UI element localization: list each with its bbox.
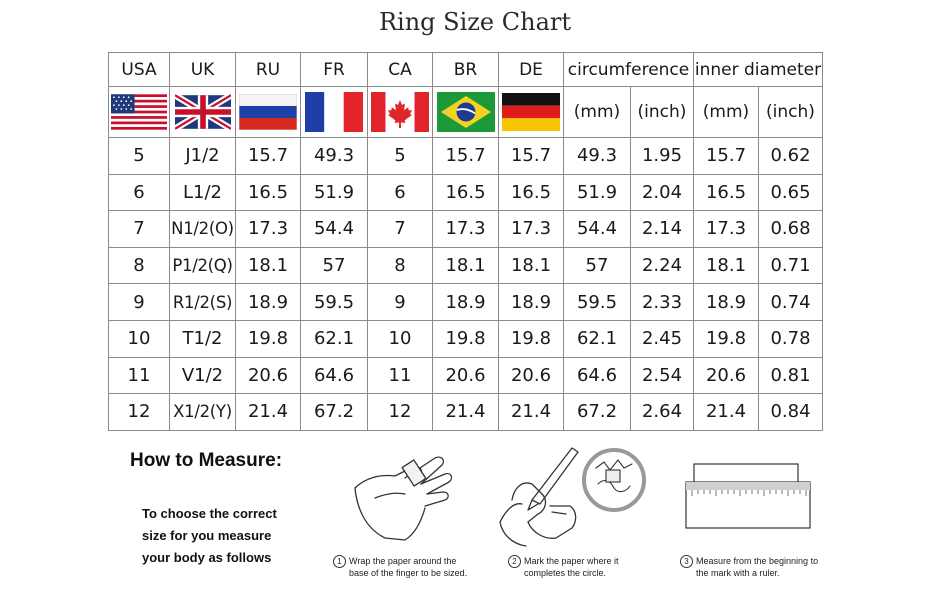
cell-usa: 10 — [109, 320, 170, 357]
cell-ca: 9 — [368, 284, 433, 321]
cell-uk: V1/2 — [170, 357, 236, 394]
cell-br: 15.7 — [433, 138, 499, 175]
cell-fr: 49.3 — [301, 138, 368, 175]
cell-diameter-inch: 0.62 — [759, 138, 823, 175]
cell-circumference-mm: 67.2 — [564, 394, 631, 431]
cell-diameter-mm: 18.1 — [694, 247, 759, 284]
unit-inner-diameter-inch: (inch) — [759, 87, 823, 138]
table-row — [109, 138, 823, 175]
usa-flag-icon — [111, 94, 167, 130]
cell-circumference-inch: 2.04 — [631, 174, 694, 211]
cell-diameter-mm: 15.7 — [694, 138, 759, 175]
cell-fr: 64.6 — [301, 357, 368, 394]
cell-circumference-inch: 2.54 — [631, 357, 694, 394]
cell-uk: X1/2(Y) — [170, 394, 236, 431]
header-br: BR — [433, 53, 499, 87]
cell-de: 18.1 — [499, 247, 564, 284]
cell-fr: 54.4 — [301, 211, 368, 248]
cell-ca: 6 — [368, 174, 433, 211]
cell-br: 18.1 — [433, 247, 499, 284]
header-ru: RU — [236, 53, 301, 87]
cell-ru: 18.1 — [236, 247, 301, 284]
cell-br: 19.8 — [433, 320, 499, 357]
cell-fr: 62.1 — [301, 320, 368, 357]
cell-circumference-inch: 2.24 — [631, 247, 694, 284]
intro-line: your body as follows — [142, 550, 272, 565]
header-inner-diameter: inner diameter — [694, 53, 823, 87]
cell-de: 18.9 — [499, 284, 564, 321]
cell-br: 18.9 — [433, 284, 499, 321]
cell-diameter-mm: 20.6 — [694, 357, 759, 394]
cell-circumference-mm: 49.3 — [564, 138, 631, 175]
cell-usa: 12 — [109, 394, 170, 431]
table-row — [109, 394, 823, 431]
cell-uk: L1/2 — [170, 174, 236, 211]
header-ca: CA — [368, 53, 433, 87]
table-row — [109, 357, 823, 394]
step-line: Measure from the beginning to — [696, 556, 819, 566]
cell-diameter-inch: 0.65 — [759, 174, 823, 211]
step-line: completes the circle. — [524, 568, 607, 578]
table-row — [109, 211, 823, 248]
cell-usa: 8 — [109, 247, 170, 284]
flag-cell-ca — [368, 87, 433, 138]
header-de: DE — [499, 53, 564, 87]
cell-ru: 20.6 — [236, 357, 301, 394]
cell-circumference-mm: 59.5 — [564, 284, 631, 321]
cell-circumference-inch: 2.14 — [631, 211, 694, 248]
france-flag-icon — [305, 92, 363, 132]
cell-circumference-mm: 62.1 — [564, 320, 631, 357]
header-usa: USA — [109, 53, 170, 87]
cell-ru: 17.3 — [236, 211, 301, 248]
unit-circumference-inch: (inch) — [631, 87, 694, 138]
step-number: 3 — [680, 555, 693, 568]
cell-ru: 19.8 — [236, 320, 301, 357]
how-to-intro — [142, 503, 332, 569]
cell-ca: 7 — [368, 211, 433, 248]
flag-cell-ru — [236, 87, 301, 138]
uk-flag-icon — [175, 94, 231, 130]
pen-mark-paper-icon — [492, 440, 652, 550]
cell-fr: 59.5 — [301, 284, 368, 321]
cell-usa: 7 — [109, 211, 170, 248]
cell-ca: 8 — [368, 247, 433, 284]
step-text — [349, 555, 467, 579]
canada-flag-icon — [371, 92, 429, 132]
cell-uk: T1/2 — [170, 320, 236, 357]
flag-cell-usa — [109, 87, 170, 138]
cell-fr: 57 — [301, 247, 368, 284]
step-text — [696, 555, 818, 579]
flag-cell-fr — [301, 87, 368, 138]
step-line: the mark with a ruler. — [696, 568, 780, 578]
cell-br: 20.6 — [433, 357, 499, 394]
cell-circumference-inch: 1.95 — [631, 138, 694, 175]
cell-ca: 12 — [368, 394, 433, 431]
cell-uk: R1/2(S) — [170, 284, 236, 321]
ruler-icon — [684, 460, 812, 532]
table-row — [109, 247, 823, 284]
cell-diameter-inch: 0.68 — [759, 211, 823, 248]
ring-size-table — [108, 52, 823, 431]
cell-circumference-mm: 54.4 — [564, 211, 631, 248]
cell-usa: 5 — [109, 138, 170, 175]
cell-ru: 15.7 — [236, 138, 301, 175]
cell-br: 17.3 — [433, 211, 499, 248]
cell-circumference-mm: 64.6 — [564, 357, 631, 394]
table-row — [109, 284, 823, 321]
cell-circumference-mm: 57 — [564, 247, 631, 284]
cell-de: 16.5 — [499, 174, 564, 211]
cell-diameter-mm: 18.9 — [694, 284, 759, 321]
cell-de: 15.7 — [499, 138, 564, 175]
cell-br: 21.4 — [433, 394, 499, 431]
cell-diameter-mm: 19.8 — [694, 320, 759, 357]
step-text — [524, 555, 619, 579]
cell-fr: 51.9 — [301, 174, 368, 211]
cell-de: 20.6 — [499, 357, 564, 394]
cell-usa: 9 — [109, 284, 170, 321]
header-fr: FR — [301, 53, 368, 87]
cell-diameter-mm: 21.4 — [694, 394, 759, 431]
cell-de: 17.3 — [499, 211, 564, 248]
cell-circumference-inch: 2.33 — [631, 284, 694, 321]
flag-row — [109, 87, 823, 138]
cell-ca: 5 — [368, 138, 433, 175]
hand-wrap-paper-icon — [345, 448, 475, 548]
cell-circumference-inch: 2.64 — [631, 394, 694, 431]
cell-diameter-inch: 0.71 — [759, 247, 823, 284]
flag-cell-de — [499, 87, 564, 138]
intro-line: To choose the correct — [142, 506, 277, 521]
how-to-measure-heading: How to Measure: — [130, 450, 283, 471]
germany-flag-icon — [502, 93, 560, 131]
cell-usa: 11 — [109, 357, 170, 394]
cell-usa: 6 — [109, 174, 170, 211]
table-row — [109, 320, 823, 357]
cell-de: 19.8 — [499, 320, 564, 357]
cell-diameter-mm: 16.5 — [694, 174, 759, 211]
cell-uk: J1/2 — [170, 138, 236, 175]
cell-circumference-inch: 2.45 — [631, 320, 694, 357]
step-number: 2 — [508, 555, 521, 568]
header-circumference: circumference — [564, 53, 694, 87]
cell-diameter-inch: 0.74 — [759, 284, 823, 321]
intro-line: size for you measure — [142, 528, 272, 543]
cell-br: 16.5 — [433, 174, 499, 211]
cell-de: 21.4 — [499, 394, 564, 431]
cell-circumference-mm: 51.9 — [564, 174, 631, 211]
page-title: Ring Size Chart — [378, 8, 572, 36]
step-line: Wrap the paper around the — [349, 556, 457, 566]
unit-circumference-mm: (mm) — [564, 87, 631, 138]
cell-diameter-inch: 0.78 — [759, 320, 823, 357]
cell-fr: 67.2 — [301, 394, 368, 431]
russia-flag-icon — [239, 94, 297, 130]
brazil-flag-icon — [437, 92, 495, 132]
step-number: 1 — [333, 555, 346, 568]
cell-uk: P1/2(Q) — [170, 247, 236, 284]
cell-ru: 21.4 — [236, 394, 301, 431]
cell-diameter-inch: 0.81 — [759, 357, 823, 394]
table-row — [109, 174, 823, 211]
flag-cell-br — [433, 87, 499, 138]
header-row — [109, 53, 823, 87]
step-line: base of the finger to be sized. — [349, 568, 468, 578]
cell-diameter-mm: 17.3 — [694, 211, 759, 248]
cell-ca: 11 — [368, 357, 433, 394]
cell-ru: 16.5 — [236, 174, 301, 211]
cell-ru: 18.9 — [236, 284, 301, 321]
cell-diameter-inch: 0.84 — [759, 394, 823, 431]
cell-uk: N1/2(O) — [170, 211, 236, 248]
header-uk: UK — [170, 53, 236, 87]
unit-inner-diameter-mm: (mm) — [694, 87, 759, 138]
cell-ca: 10 — [368, 320, 433, 357]
flag-cell-uk — [170, 87, 236, 138]
step-line: Mark the paper where it — [524, 556, 619, 566]
